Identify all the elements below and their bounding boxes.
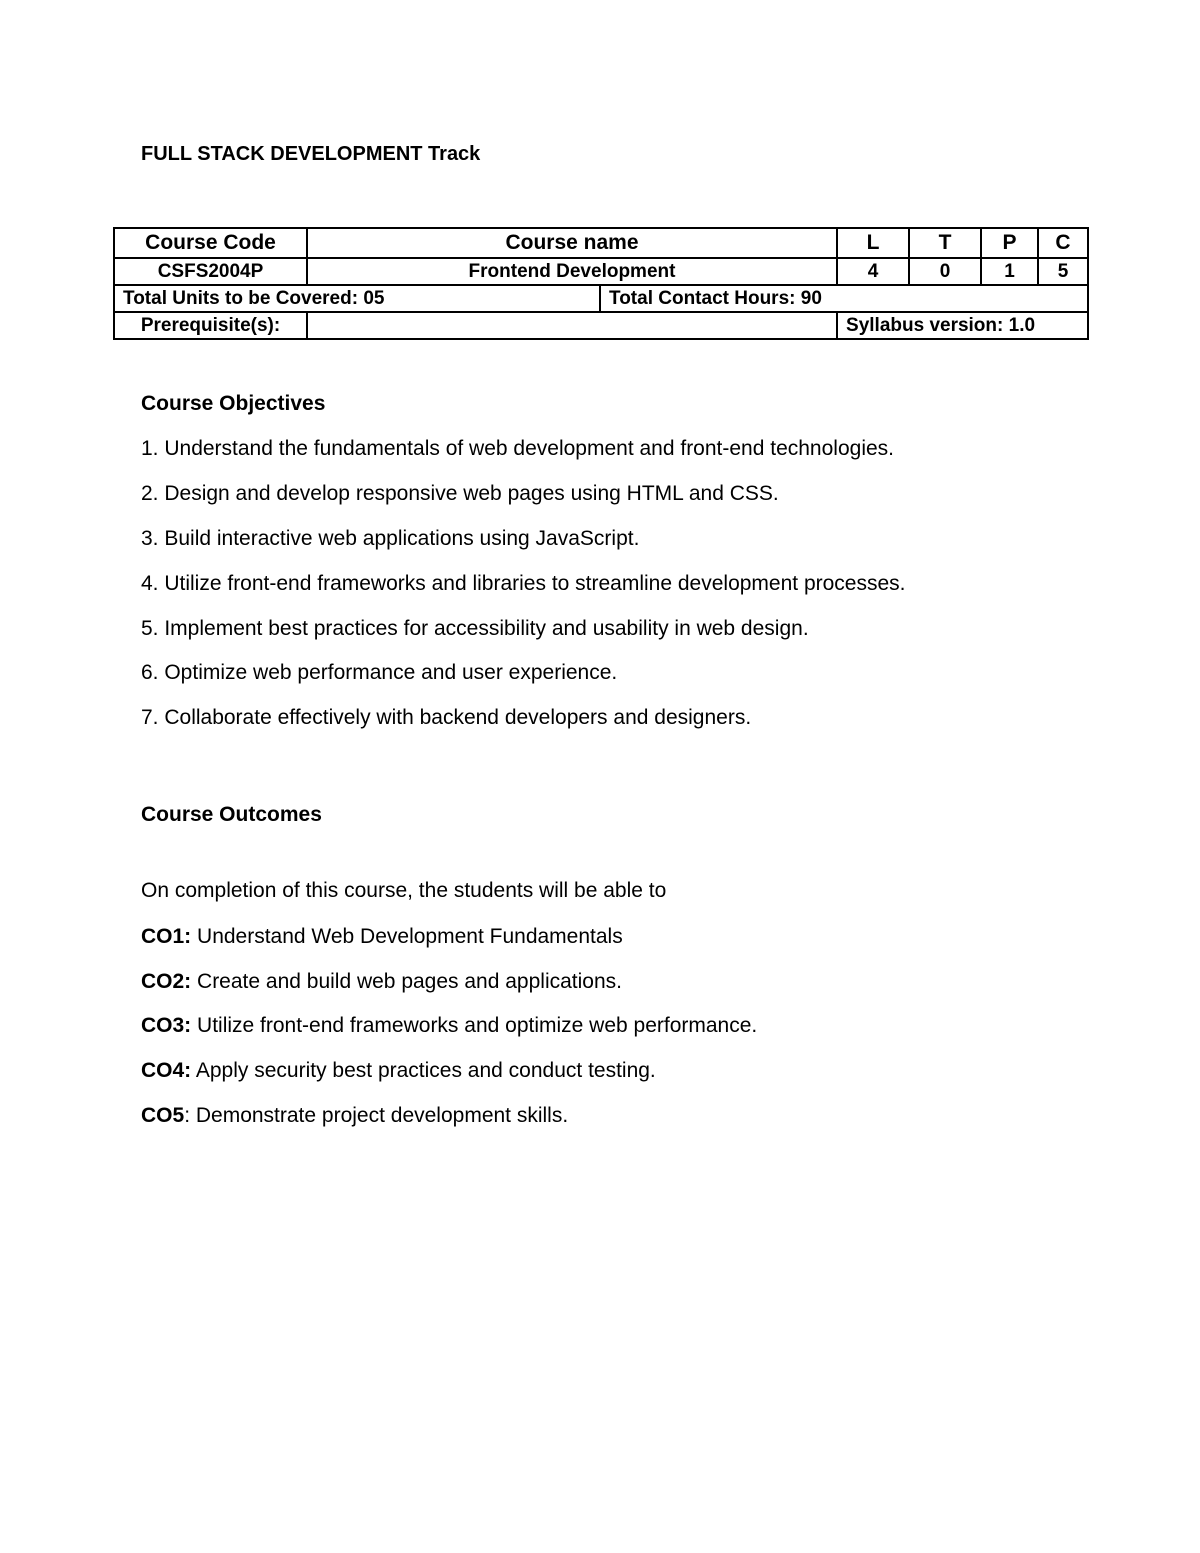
- objective-item: 2. Design and develop responsive web pages using HTML and CSS.: [141, 482, 779, 505]
- objective-item: 5. Implement best practices for accessibility and usability in web design.: [141, 617, 809, 640]
- outcome-item: [141, 1103, 568, 1129]
- header-t: T: [909, 228, 981, 258]
- cell-prerequisites-label: Prerequisite(s):: [114, 312, 307, 339]
- outcomes-intro: On completion of this course, the students will be able to: [141, 879, 667, 902]
- course-info-table: [113, 227, 1089, 340]
- cell-p: 1: [981, 258, 1038, 285]
- table-header-row: [114, 228, 1088, 258]
- outcome-item: [141, 924, 623, 950]
- objectives-heading: Course Objectives: [141, 392, 326, 415]
- outcome-text: : Demonstrate project development skills.: [184, 1104, 569, 1127]
- objective-item: 6. Optimize web performance and user experience.: [141, 661, 618, 684]
- header-p: P: [981, 228, 1038, 258]
- outcome-tag: CO4:: [141, 1059, 192, 1082]
- header-course-name: Course name: [307, 228, 837, 258]
- table-course-row: [114, 258, 1088, 285]
- outcome-text: Apply security best practices and conduct testing.: [191, 1059, 656, 1082]
- outcome-item: [141, 1058, 656, 1084]
- outcome-text: Create and build web pages and applications.: [191, 970, 622, 993]
- table-units-row: [114, 285, 1088, 312]
- outcome-tag: CO3:: [141, 1014, 192, 1037]
- header-l: L: [837, 228, 909, 258]
- outcome-item: [141, 969, 622, 995]
- cell-total-contact-hours: Total Contact Hours: 90: [600, 285, 1088, 312]
- outcome-tag: CO1:: [141, 925, 192, 948]
- objective-item: 7. Collaborate effectively with backend developers and designers.: [141, 706, 752, 729]
- track-title: FULL STACK DEVELOPMENT Track: [141, 143, 481, 165]
- outcomes-heading: Course Outcomes: [141, 803, 322, 826]
- objective-item: 1. Understand the fundamentals of web development and front-end technologies.: [141, 437, 894, 460]
- outcome-text: Understand Web Development Fundamentals: [191, 925, 623, 948]
- header-c: C: [1038, 228, 1088, 258]
- cell-l: 4: [837, 258, 909, 285]
- header-course-code: Course Code: [114, 228, 307, 258]
- cell-prerequisites-value: [307, 312, 837, 339]
- cell-course-code: CSFS2004P: [114, 258, 307, 285]
- cell-total-units: Total Units to be Covered: 05: [114, 285, 600, 312]
- outcome-text: Utilize front-end frameworks and optimize web performance.: [191, 1014, 758, 1037]
- cell-syllabus-version: Syllabus version: 1.0: [837, 312, 1088, 339]
- objective-item: 4. Utilize front-end frameworks and libraries to streamline development processes.: [141, 572, 906, 595]
- outcome-item: [141, 1013, 757, 1039]
- cell-c: 5: [1038, 258, 1088, 285]
- outcome-tag: CO5: [141, 1104, 185, 1127]
- table-prerequisite-row: [114, 312, 1088, 339]
- outcome-tag: CO2:: [141, 970, 192, 993]
- cell-t: 0: [909, 258, 981, 285]
- objective-item: 3. Build interactive web applications using JavaScript.: [141, 527, 640, 550]
- cell-course-name: Frontend Development: [307, 258, 837, 285]
